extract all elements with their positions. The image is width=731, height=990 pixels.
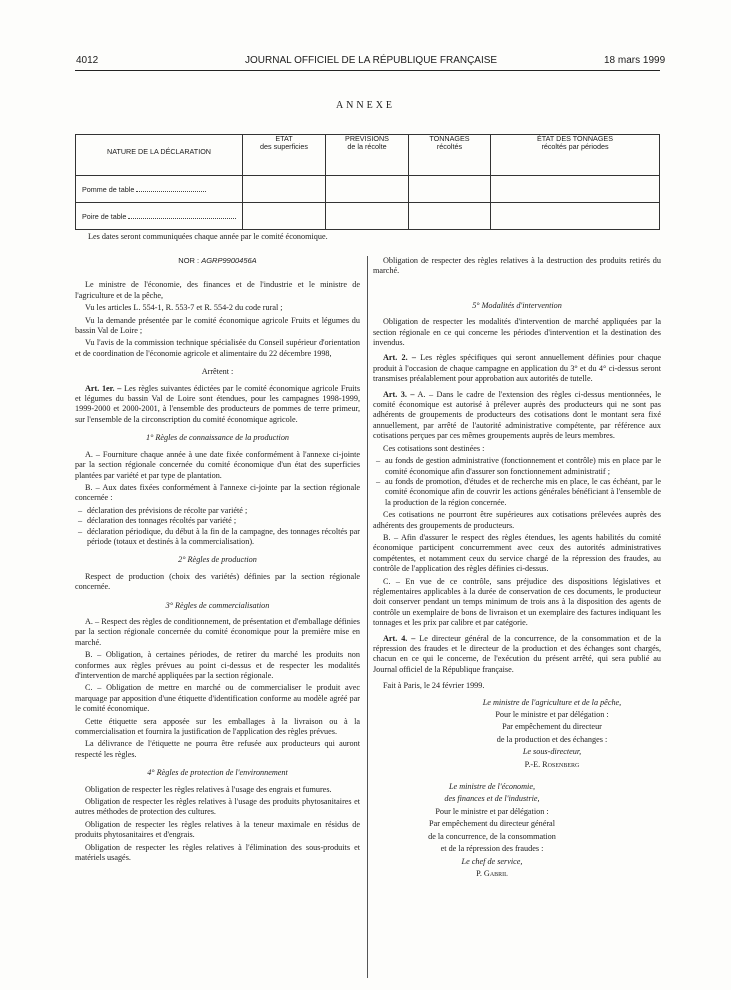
annex-col-periodes: ÉTAT DES TONNAGES récoltés par périodes [491,135,660,176]
section-5-title: 5° Modalités d'intervention [472,300,562,310]
list-item: – déclaration périodique, du début à la fin de la campagne, des tonnages récoltés par période (totaux et destinés à la commercialisation). [87,527,360,548]
visa-avis: Vu l'avis de la commission technique spécialisée du Conseil supérieur d'orientation et de coordination de l'économie agricole et alimentaire du 22 décembre 1998, [75,338,360,358]
article-3-c: C. – En vue de ce contrôle, sans préjudice des dispositions législatives et réglementaires applicables à la durée de conservation de ces documents, le producteur doit conserver pendant un temps minimum de trois ans à la disposition des agents de contrôle un exemplaire de bons de livraison et un exemplaire des factures indiquant les tonnages et les prix par calibre et par catégorie. [373,576,661,628]
section-1-list [75,506,360,548]
annex-table [75,134,660,230]
section-4-title: 4° Règles de protection de l'environnement [147,768,288,778]
nor-reference: NOR : AGRP9900456A [178,256,257,265]
visa-articles: Vu les articles L. 554-1, R. 553-7 et R. 554-2 du code rural ; [85,303,283,313]
signature-place-date: Fait à Paris, le 24 février 1999. [383,681,485,691]
visa-demande: Vu la demande présentée par le comité économique agricole Fruits et légumes du bassin Val de Loire ; [75,315,360,336]
article-3: Art. 3. – A. – Dans le cadre de l'extension des règles ci-dessus mentionnées, le comité économique est autorisé à prélever auprès des producteurs qui ne sont pas adhérents de groupements de producteurs des cotisations dont le montant sera fixé annuellement, par arrêté de l'autorité administrative compétente, par référence aux cotisations perçues par ces mêmes groupements auprès de leurs membres. [373,389,661,441]
list-item: – au fonds de promotion, d'études et de recherche mis en place, le cas échéant, par le comité économique afin de couvrir les actions générales bénéficiant à l'ensemble de la production de la région concernée. [385,477,661,508]
ministers-paragraph: Le ministre de l'économie, des finances et de l'industrie et le ministre de l'agriculture et de la pêche, [75,280,360,300]
arretent: Arrêtent : [201,367,234,377]
journal-title: JOURNAL OFFICIEL DE LA RÉPUBLIQUE FRANÇAISE [245,55,498,66]
list-item: – déclaration des tonnages récoltés par variété ; [87,516,360,526]
left-column [75,256,360,866]
signature-economie [373,782,601,879]
signature-line: et de la répression des fraudes : [440,844,544,854]
signature-line: Le ministre de l'économie, [448,782,536,792]
annex-title: ANNEXE [335,100,396,111]
cotisations-intro: Ces cotisations sont destinées : [383,443,485,453]
signature-line: Pour le ministre et par délégation : [435,806,549,816]
column-divider [367,256,368,978]
section-3-c: C. – Obligation de mettre en marché ou de commercialiser le produit avec marquage par apposition d'une étiquette d'identification conforme au modèle agréé par le comité économique. [75,683,360,714]
section-4-a: Obligation de respecter les règles relatives à l'usage des engrais et fumures. [85,784,332,794]
section-3-b: B. – Obligation, à certaines périodes, de retirer du marché les produits non conformes aux règles prévues au point ci-dessus et de respecter les modalités d'intervention de marché appliquées par la section régionale. [75,650,360,680]
signature-line: Par empêchement du directeur général [429,819,555,829]
section-1-b: B. – Aux dates fixées conformément à l'annexe ci-jointe par la section régionale concernée : [75,482,360,503]
cotisations-limit: Ces cotisations ne pourront être supérieures aux cotisations prélevées auprès des adhérents des groupements de producteurs. [373,510,661,530]
cotisations-list [373,456,661,508]
article-2: Art. 2. – Les règles spécifiques qui seront annuellement définies pour chaque produit à l'occasion de chaque campagne en application du 3° et du 4° ci-dessus seront transmises préalablement pour approbation aux autorités de tutelle. [373,353,662,384]
signature-line: Le ministre de l'agriculture et de la pêche, [482,697,622,707]
signature-agriculture [433,698,661,770]
list-item: – déclaration des prévisions de récolte par variété ; [87,506,360,516]
annex-col-previsions: PREVISIONS de la récolte [326,135,409,176]
article-4: Art. 4. – Le directeur général de la concurrence, de la consommation et de la répression des fraudes et le directeur de la production et des échanges sont chargés, chacun en ce qui le concerne, de l'exécution du présent arrêté, qui sera publié au Journal officiel de la République française. [373,633,662,674]
section-2-title: 2° Règles de production [178,555,257,565]
section-4-b: Obligation de respecter les règles relatives à l'usage des produits phytosanitaires et autres méthodes de protection des cultures. [75,797,360,817]
annex-col-nature: NATURE DE LA DÉCLARATION [76,135,243,176]
section-1-title: 1° Règles de connaissance de la production [145,433,290,443]
header-rule [75,70,660,71]
signatory-name: P.-E. Rosenberg [524,759,580,769]
issue-date: 18 mars 1999 [604,55,666,66]
signature-line: de la concurrence, de la consommation [428,831,556,841]
annex-row-pomme [76,176,243,203]
signature-line: Par empêchement du directeur [502,722,602,732]
annex-note: Les dates seront communiquées chaque année par le comité économique. [88,232,328,241]
annex-col-tonnages: TONNAGES récoltés [409,135,491,176]
signature-line: Le chef de service, [461,856,523,866]
section-5-a: Obligation de respecter les modalités d'intervention de marché appliquées par la section régionale en ce qui concerne les périodes d'intervention et la destination des invendus. [373,317,661,348]
signature-line: Le sous-directeur, [522,747,582,757]
signatory-name: P. Gabril [476,868,508,878]
row-label: Pomme de table [82,184,135,194]
right-column [373,256,661,881]
section-2-a: Respect de production (choix des variétés) définies par la section régionale concernée. [75,571,360,592]
section-3-title: 3° Règles de commercialisation [165,600,270,610]
article-1: Art. 1er. – Les règles suivantes édictées par le comité économique agricole Fruits et légumes du bassin Val de Loire sont étendues, pour les campagnes 1998-1999, 1999-2000 et 2000-2001, à l'ensemble des producteurs de pommes de terre primeur, sur l'ensemble de la circonscription du comité économique agricole. [75,383,361,424]
article-3-b: B. – Afin d'assurer le respect des règles étendues, les agents habilités du comité économique participent concurremment avec ceux des autorités administratives compétentes, et notamment ceux du service chargé de la répression des fraudes, au contrôle de l'application des règles définies ci-dessus. [373,532,661,574]
section-3-a: A. – Respect des règles de conditionnement, de présentation et d'emballage définies par la section régionale concernée du comité économique pour la première mise en marché. [75,616,360,647]
page-number: 4012 [76,55,99,66]
signature-line: de la production et des échanges : [496,734,608,744]
destruction-paragraph: Obligation de respecter des règles relatives à la destruction des produits retirés du marché. [373,256,661,276]
row-label: Poire de table [82,211,127,221]
signature-line: des finances et de l'industrie, [444,794,540,804]
section-1-a: A. – Fourniture chaque année à une date fixée conformément à l'annexe ci-jointe par la section régionale concernée du comité économique d'un état des superficies plantées par variété et par type de plantation. [75,449,360,480]
annex-col-superficies: ETAT des superficies [243,135,326,176]
annex-row-poire [76,203,243,230]
list-item: – au fonds de gestion administrative (fonctionnement et contrôle) mis en place par le comité économique afin d'assurer son fonctionnement administratif ; [385,456,661,477]
section-4-c: Obligation de respecter les règles relatives à la teneur maximale en résidus de produits phytosanitaires et d'engrais. [75,819,360,840]
signature-line: Pour le ministre et par délégation : [495,710,609,720]
section-3-e: La délivrance de l'étiquette ne pourra être refusée aux producteurs qui auront respecté les règles. [75,739,360,759]
section-4-d: Obligation de respecter les règles relatives à l'élimination des sous-produits et matériels usagés. [75,842,360,863]
section-3-d: Cette étiquette sera apposée sur les emballages à la livraison ou à la commercialisation et fournira la justification de l'application des règles prévues. [75,716,360,737]
